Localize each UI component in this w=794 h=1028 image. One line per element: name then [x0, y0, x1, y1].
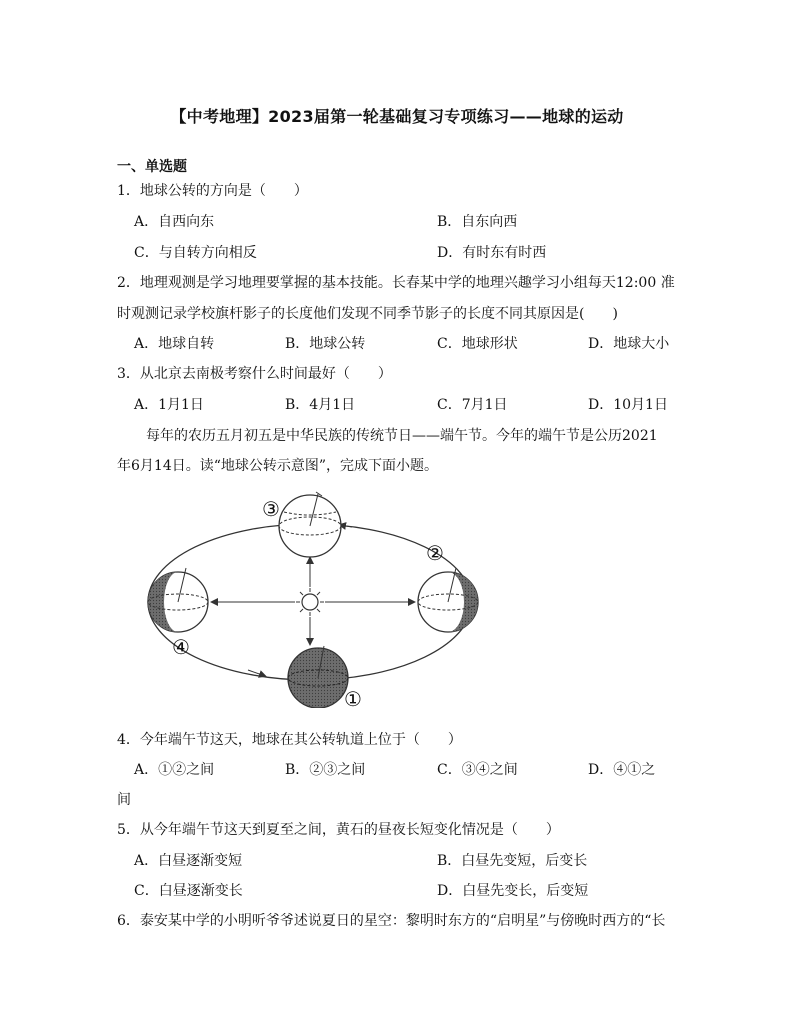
question-3-option-a[interactable]: A．1月1日 [134, 397, 204, 413]
label-circle-1: ① [344, 687, 362, 708]
label-circle-4: ④ [172, 635, 190, 659]
question-1-stem: 1．地球公转的方向是（ ） [117, 183, 308, 199]
passage-line-2: 年6月14日。读“地球公转示意图”，完成下面小题。 [117, 458, 439, 474]
section-heading: 一、单选题 [117, 159, 187, 175]
question-2-stem-line2: 时观测记录学校旗杆影子的长度他们发现不同季节影子的长度不同其原因是( ) [117, 306, 618, 322]
question-5-option-d[interactable]: D．白昼先变长，后变短 [437, 883, 589, 899]
question-1-option-a[interactable]: A．自西向东 [134, 214, 215, 230]
label-circle-3: ③ [262, 497, 280, 521]
question-1-option-d[interactable]: D．有时东有时西 [437, 245, 547, 261]
question-4-option-a[interactable]: A．①②之间 [134, 762, 215, 778]
question-4-option-b[interactable]: B．②③之间 [285, 762, 366, 778]
question-2-option-c[interactable]: C．地球形状 [437, 336, 518, 352]
question-4-option-d[interactable]: D．④①之 [588, 762, 656, 778]
question-2-option-d[interactable]: D．地球大小 [588, 336, 670, 352]
earth-position-1 [288, 646, 348, 708]
question-5-option-a[interactable]: A．白昼逐渐变短 [134, 853, 243, 869]
question-3-option-c[interactable]: C．7月1日 [437, 397, 508, 413]
question-6-stem: 6．泰安某中学的小明听爷爷述说夏日的星空：黎明时东方的“启明星”与傍晚时西方的“长 [117, 913, 666, 929]
sun-icon [296, 588, 324, 616]
question-2-option-a[interactable]: A．地球自转 [134, 336, 215, 352]
question-2-stem-line1: 2．地理观测是学习地理要掌握的基本技能。长春某中学的地理兴趣学习小组每天12:00 准 [117, 275, 675, 291]
question-5-stem: 5．从今年端午节这天到夏至之间，黄石的昼夜长短变化情况是（ ） [117, 822, 560, 838]
question-4-stem: 4．今年端午节这天，地球在其公转轨道上位于（ ） [117, 732, 462, 748]
passage-line-1: 每年的农历五月初五是中华民族的传统节日——端午节。今年的端午节是公历2021 [146, 428, 658, 444]
earth-position-3 [279, 492, 341, 557]
question-3-option-d[interactable]: D．10月1日 [588, 397, 668, 413]
page-title: 【中考地理】2023届第一轮基础复习专项练习——地球的运动 [170, 107, 624, 126]
question-4-option-c[interactable]: C．③④之间 [437, 762, 518, 778]
earth-revolution-diagram [140, 488, 670, 708]
question-3-stem: 3．从北京去南极考察什么时间最好（ ） [117, 366, 392, 382]
question-5-option-c[interactable]: C．白昼逐渐变长 [134, 883, 243, 899]
question-1-option-b[interactable]: B．自东向西 [437, 214, 518, 230]
question-4-option-d-continued: 间 [117, 792, 131, 808]
label-circle-2: ② [426, 541, 444, 565]
earth-position-2 [418, 568, 478, 632]
question-5-option-b[interactable]: B．白昼先变短，后变长 [437, 853, 588, 869]
question-3-option-b[interactable]: B．4月1日 [285, 397, 356, 413]
question-2-option-b[interactable]: B．地球公转 [285, 336, 366, 352]
earth-position-4 [148, 568, 208, 632]
question-1-option-c[interactable]: C．与自转方向相反 [134, 245, 257, 261]
